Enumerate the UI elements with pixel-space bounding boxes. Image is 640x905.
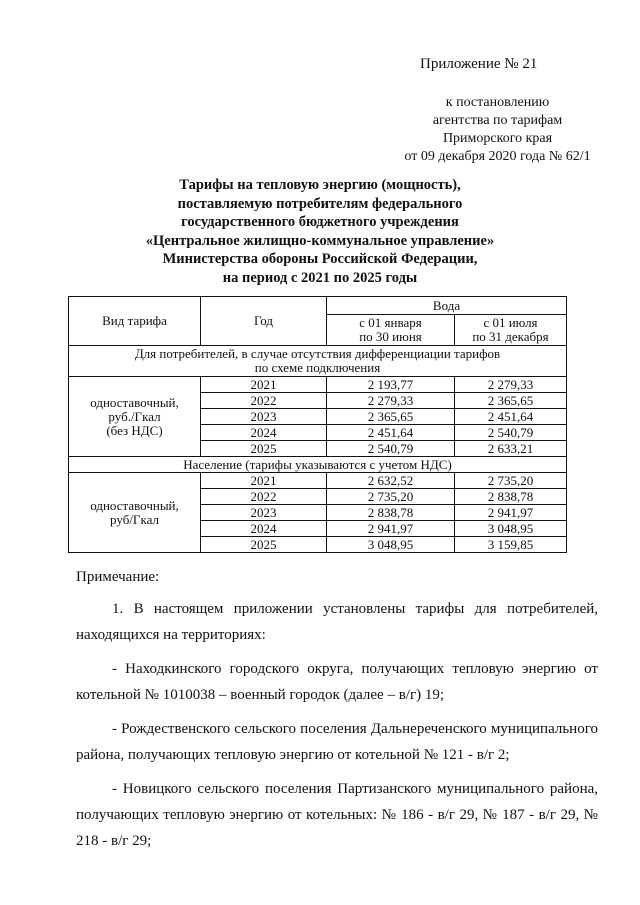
- first-half-value: 2 279,33: [327, 393, 455, 409]
- section-title-line: по схеме подключения: [254, 360, 381, 375]
- title-line: Тарифы на тепловую энергию (мощность),: [179, 177, 461, 193]
- header-water: Вода: [327, 297, 567, 315]
- year-cell: 2022: [201, 393, 327, 409]
- first-half-value: 3 048,95: [327, 537, 455, 553]
- table-row: [69, 377, 567, 393]
- title-line: на период с 2021 по 2025 годы: [222, 269, 418, 286]
- section-title-line: Для потребителей, в случае отсутствия дифференциации тарифов: [134, 346, 501, 361]
- tariff-kind-line: руб./Гкал: [108, 408, 161, 424]
- first-half-value: 2 451,64: [327, 425, 455, 441]
- title-line: Министерства обороны Российской Федерации,: [162, 251, 478, 267]
- first-half-value: 2 941,97: [327, 521, 455, 537]
- second-half-value: 2 451,64: [455, 409, 567, 425]
- header-second-half-line: с 01 июля: [483, 315, 538, 330]
- tariff-kind-cell: [69, 377, 201, 457]
- tariff-kind-line: (без НДС): [106, 422, 163, 438]
- year-cell: 2022: [201, 489, 327, 505]
- ref-line: от 09 декабря 2020 года № 62/1: [404, 149, 591, 164]
- second-half-value: 3 159,85: [455, 537, 567, 553]
- second-half-value: 2 735,20: [455, 473, 567, 489]
- year-cell: 2024: [201, 425, 327, 441]
- ref-line: агентства по тарифам: [432, 113, 563, 128]
- section-title: Население (тарифы указываются с учетом НДС): [69, 457, 567, 473]
- notes-heading: Примечание:: [76, 569, 160, 585]
- header-second-half-line: по 31 декабря: [472, 329, 549, 344]
- ref-line: Приморского края: [442, 131, 553, 146]
- second-half-value: 2 279,33: [455, 377, 567, 393]
- appendix-number: Приложение № 21: [420, 56, 538, 72]
- second-half-value: 2 633,21: [455, 441, 567, 457]
- year-cell: 2023: [201, 505, 327, 521]
- header-first-half-line: с 01 января: [359, 315, 422, 330]
- title-line: государственного бюджетного учреждения: [181, 214, 459, 230]
- document-title: [60, 176, 580, 287]
- tariff-kind-line: руб/Гкал: [110, 511, 159, 527]
- title-line: «Центральное жилищно-коммунальное управление»: [145, 232, 495, 249]
- first-half-value: 2 632,52: [327, 473, 455, 489]
- year-cell: 2021: [201, 377, 327, 393]
- year-cell: 2021: [201, 473, 327, 489]
- second-half-value: 2 941,97: [455, 505, 567, 521]
- header-first-half-line: по 30 июня: [359, 329, 422, 344]
- second-half-value: 2 365,65: [455, 393, 567, 409]
- title-line: поставляемую потребителям федерального: [177, 195, 463, 212]
- second-half-value: 2 540,79: [455, 425, 567, 441]
- tariff-kind-line: одноставочный,: [90, 497, 179, 513]
- header-tariff-type: Вид тарифа: [69, 297, 201, 346]
- table-row: [69, 473, 567, 489]
- ref-line: к постановлению: [445, 95, 550, 110]
- first-half-value: 2 540,79: [327, 441, 455, 457]
- first-half-value: 2 735,20: [327, 489, 455, 505]
- first-half-value: 2 193,77: [327, 377, 455, 393]
- first-half-value: 2 838,78: [327, 505, 455, 521]
- notes-block: [76, 569, 598, 854]
- header-second-half: [455, 315, 567, 346]
- resolution-reference: [380, 94, 615, 166]
- tariff-table: [68, 296, 567, 553]
- note-paragraph: - Находкинского городского округа, получающих тепловую энергию от котельной № 1010038 – военный городок (далее – в/г) 19;: [76, 661, 598, 703]
- first-half-value: 2 365,65: [327, 409, 455, 425]
- note-paragraph: - Рождественского сельского поселения Дальнереченского муниципального района, получающих тепловую энергию от котельной № 121 - в/г 2;: [76, 721, 598, 763]
- second-half-value: 2 838,78: [455, 489, 567, 505]
- note-paragraph: - Новицкого сельского поселения Партизанского муниципального района, получающих тепловую энергию от котельных: № 186 - в/г 29, № 187 - в/г 29, № 218 - в/г 29;: [76, 781, 598, 849]
- year-cell: 2025: [201, 537, 327, 553]
- year-cell: 2023: [201, 409, 327, 425]
- year-cell: 2025: [201, 441, 327, 457]
- second-half-value: 3 048,95: [455, 521, 567, 537]
- tariff-kind-line: одноставочный,: [90, 394, 179, 410]
- tariff-kind-cell: [69, 473, 201, 553]
- section-title: [69, 346, 567, 377]
- note-paragraph: 1. В настоящем приложении установлены тарифы для потребителей, находящихся на территориях:: [76, 601, 598, 643]
- header-first-half: [327, 315, 455, 346]
- year-cell: 2024: [201, 521, 327, 537]
- header-year: Год: [201, 297, 327, 346]
